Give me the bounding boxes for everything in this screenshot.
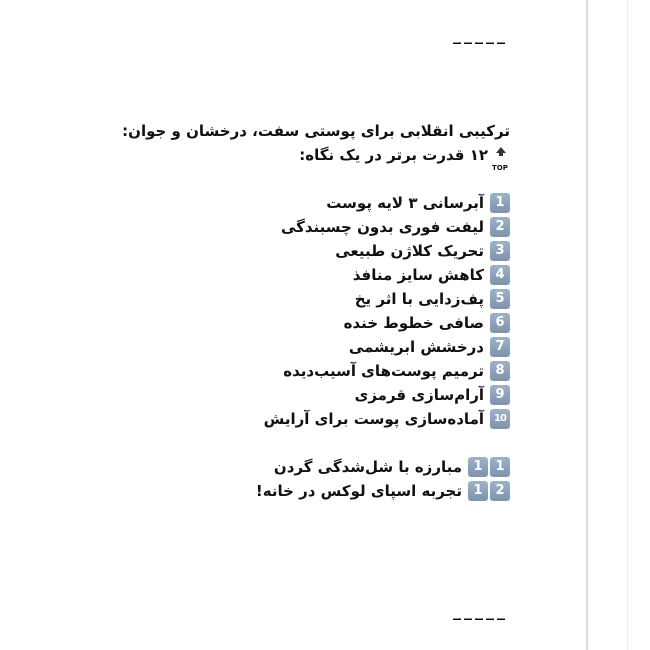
power-item-text: صافی خطوط خنده (343, 314, 484, 332)
panel-divider (586, 0, 588, 650)
power-item (10, 383, 510, 407)
power-item (10, 215, 510, 239)
power-item (10, 239, 510, 263)
keycap-number-icon: 8 (490, 361, 510, 381)
keycap-number-icon: 1 (468, 457, 488, 477)
power-item (10, 455, 510, 479)
power-item-text: تحریک کلاژن طبیعی (335, 242, 484, 260)
dashes-top: _____ (453, 25, 508, 44)
power-item (10, 335, 510, 359)
power-item-text: آبرسانی ۳ لایه پوست (326, 194, 484, 212)
keycap-number-icon: 3 (490, 241, 510, 261)
headline: ترکیبی انقلابی برای پوستی سفت، درخشان و جوان: (122, 122, 510, 140)
keycap-number-icon: 7 (490, 337, 510, 357)
subheadline: ۱۲ قدرت برتر در یک نگاه: (299, 146, 488, 164)
keycap-number-icon: 2 (490, 217, 510, 237)
keycap-number-icon: 10 (490, 409, 510, 429)
keycap-number-icon: 1 (468, 481, 488, 501)
powers-list (10, 191, 510, 431)
power-item (10, 287, 510, 311)
power-item (10, 191, 510, 215)
power-item (10, 407, 510, 431)
keycap-number-icon: 6 (490, 313, 510, 333)
power-item-text: مبارزه با شل‌شدگی گردن (273, 458, 462, 476)
post-body (10, 119, 510, 503)
power-item-text: آماده‌سازی پوست برای آرایش (263, 410, 484, 428)
power-item-text: لیفت فوری بدون چسبندگی (280, 218, 484, 236)
panel-edge (627, 0, 628, 650)
keycap-number-icon: 5 (490, 289, 510, 309)
power-item (10, 479, 510, 503)
subheadline-row (10, 143, 510, 172)
power-item-text: تجربه اسپای لوکس در خانه! (255, 482, 462, 500)
keycap-number-icon: 2 (490, 481, 510, 501)
keycap-number-icon: 1 (490, 193, 510, 213)
dashes-bottom: _____ (453, 601, 508, 620)
power-item-text: درخشش ابریشمی (348, 338, 484, 356)
power-item (10, 263, 510, 287)
power-item-text: آرام‌سازی قرمزی (354, 386, 484, 404)
power-item-text: پف‌زدایی با اثر یخ (354, 290, 484, 308)
power-item (10, 311, 510, 335)
extra-powers-list (10, 455, 510, 503)
keycap-number-icon: 4 (490, 265, 510, 285)
keycap-number-icon: 1 (490, 457, 510, 477)
keycap-number-icon: 9 (490, 385, 510, 405)
power-item-text: ترمیم پوست‌های آسیب‌دیده (283, 362, 484, 380)
power-item-text: کاهش سایز منافذ (352, 266, 484, 284)
top-arrow-icon: TOP (492, 147, 510, 165)
power-item (10, 359, 510, 383)
